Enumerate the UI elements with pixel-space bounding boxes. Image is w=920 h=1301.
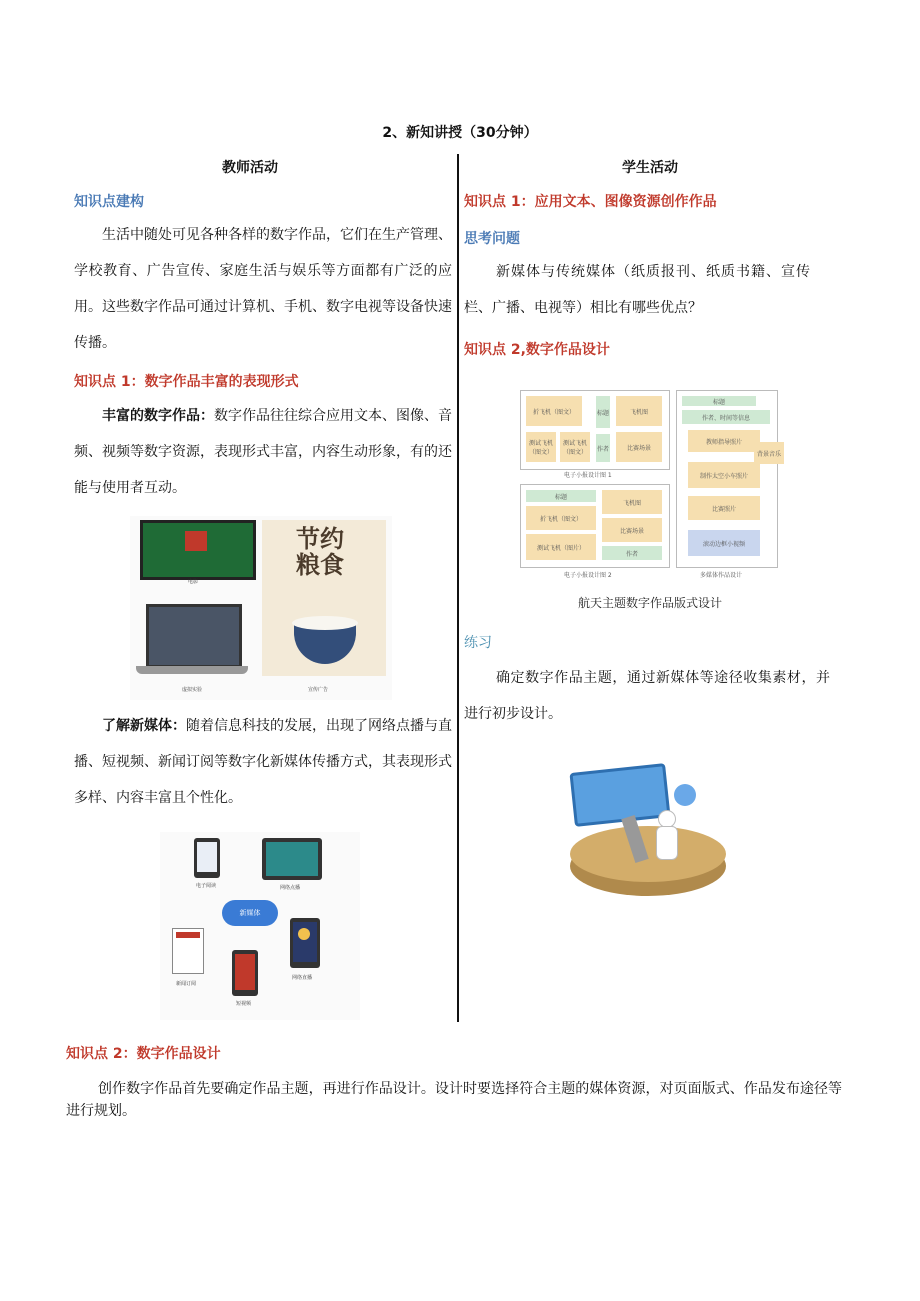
d2-title: 标题 — [526, 490, 596, 502]
student-knowledge-point-2: 知识点 2,数字作品设计 — [464, 342, 610, 358]
new-media-cloud: 新媒体 — [222, 900, 278, 926]
new-media-text: 随着信息科技的发展，出现了网络点播与直播、短视频、新闻订阅等数字化新媒体传播方式，其表现形式多样、内容丰富且个性化。 — [74, 718, 452, 806]
d1-fly: 折飞机（图文） — [526, 396, 582, 426]
d3-music: 背景音乐 — [754, 442, 784, 464]
new-media-paragraph — [74, 708, 452, 816]
tablet-screen — [266, 842, 318, 876]
d1-test-2: 测试飞机（图文） — [560, 432, 590, 462]
knowledge-point-1-heading: 知识点 1：数字作品丰富的表现形式 — [74, 374, 299, 390]
student-knowledge-point-1: 知识点 1：应用文本、图像资源创作作品 — [464, 194, 717, 210]
new-media-diagram — [160, 832, 360, 1020]
design-3-caption: 多媒体作品设计 — [700, 572, 743, 579]
section-title: 2、新知讲授（30分钟） — [382, 125, 538, 141]
short-video-phone-icon — [232, 950, 258, 996]
d3-info: 作者、时间等信息 — [682, 410, 770, 424]
d2-album: 飞机图 — [602, 490, 662, 514]
d1-test-1: 测试飞机（图文） — [526, 432, 556, 462]
exercise-paragraph: 确定数字作品主题，通过新媒体等途径收集素材，并进行初步设计。 — [464, 670, 830, 722]
rice-icon — [292, 616, 358, 630]
news-label: 新闻订阅 — [176, 981, 197, 987]
digital-coin-illustration — [566, 764, 730, 914]
moon-icon — [298, 928, 310, 940]
knowledge-construction-heading: 知识点建构 — [74, 194, 144, 210]
d1-title: 标题 — [596, 396, 610, 428]
think-question-paragraph: 新媒体与传统媒体（纸质报刊、纸质书籍、宣传栏、广播、电视等）相比有哪些优点？ — [464, 264, 810, 316]
newspaper-header — [176, 932, 200, 938]
phone-reader-icon — [194, 838, 220, 878]
phone-reader-screen — [197, 842, 217, 872]
movie-label: 电影 — [188, 579, 199, 585]
person-body-icon — [656, 826, 678, 860]
poster-title-line-1: 节约 — [296, 524, 344, 553]
newspaper-icon — [172, 928, 204, 974]
digital-works-figure — [130, 516, 392, 700]
design-1-caption: 电子小报设计图 1 — [564, 472, 612, 479]
d3-title: 标题 — [682, 396, 756, 406]
column-divider — [457, 154, 459, 1022]
layout-figure-caption: 航天主题数字作品版式设计 — [577, 596, 722, 610]
d3-photo: 比赛照片 — [688, 496, 760, 520]
teacher-column-header: 教师活动 — [222, 160, 278, 176]
live-phone-icon — [290, 918, 320, 968]
new-media-label: 了解新媒体： — [102, 718, 186, 734]
live-label: 网络直播 — [292, 975, 313, 981]
rich-works-text: 数字作品往往综合应用文本、图像、音频、视频等数字资源，表现形式丰富，内容生动形象，有的还能与使用者互动。 — [74, 408, 452, 496]
bottom-paragraph: 创作数字作品首先要确定作品主题，再进行作品设计。设计时要选择符合主题的媒体资源，对页面版式、作品发布途径等进行规划。 — [66, 1081, 842, 1119]
think-question-heading: 思考问题 — [464, 231, 520, 247]
vr-label: 虚拟实验 — [182, 687, 203, 693]
layout-design-figure — [520, 390, 780, 582]
d1-scene: 比赛场景 — [616, 432, 662, 462]
d2-fly: 折飞机（图文） — [526, 506, 596, 530]
d1-author: 作者 — [596, 434, 610, 462]
d3-guide: 教师指导照片 — [688, 430, 760, 452]
vod-label: 网络点播 — [280, 885, 301, 891]
design-2-caption: 电子小报设计图 2 — [564, 572, 612, 579]
poster — [262, 520, 386, 676]
rich-works-paragraph — [74, 398, 452, 506]
coin-top — [570, 826, 726, 882]
laptop-base — [136, 666, 248, 674]
poster-title-line-2: 粮食 — [296, 550, 344, 579]
floating-screen — [569, 763, 670, 827]
d1-album: 飞机图 — [616, 396, 662, 426]
d3-make: 制作太空小车照片 — [688, 462, 760, 488]
tablet-icon — [262, 838, 322, 880]
rich-works-label: 丰富的数字作品： — [102, 408, 214, 424]
short-video-label: 短视频 — [236, 1001, 252, 1007]
laptop-screen — [146, 604, 242, 668]
ad-label: 宣传广告 — [308, 687, 329, 693]
d2-scene: 比赛场景 — [602, 518, 662, 542]
bottom-knowledge-point-2: 知识点 2：数字作品设计 — [66, 1046, 221, 1062]
intro-paragraph: 生活中随处可见各种各样的数字作品，它们在生产管理、学校教育、广告宣传、家庭生活与娱乐等方面都有广泛的应用。这些数字作品可通过计算机、手机、数字电视等设备快速传播。 — [74, 227, 452, 351]
poster-title — [296, 526, 344, 578]
movie-screen — [140, 520, 256, 580]
exercise-heading: 练习 — [464, 635, 492, 651]
short-video-screen — [235, 954, 255, 990]
d3-video: 滚动边框小视频 — [688, 530, 760, 556]
d2-author: 作者 — [602, 546, 662, 560]
rice-bowl-icon — [294, 624, 356, 664]
student-column-header: 学生活动 — [622, 160, 678, 176]
d2-test: 测试飞机（图片） — [526, 534, 596, 560]
globe-icon — [674, 784, 696, 806]
ereading-label: 电子阅读 — [196, 883, 217, 889]
movie-logo-icon — [185, 531, 207, 551]
